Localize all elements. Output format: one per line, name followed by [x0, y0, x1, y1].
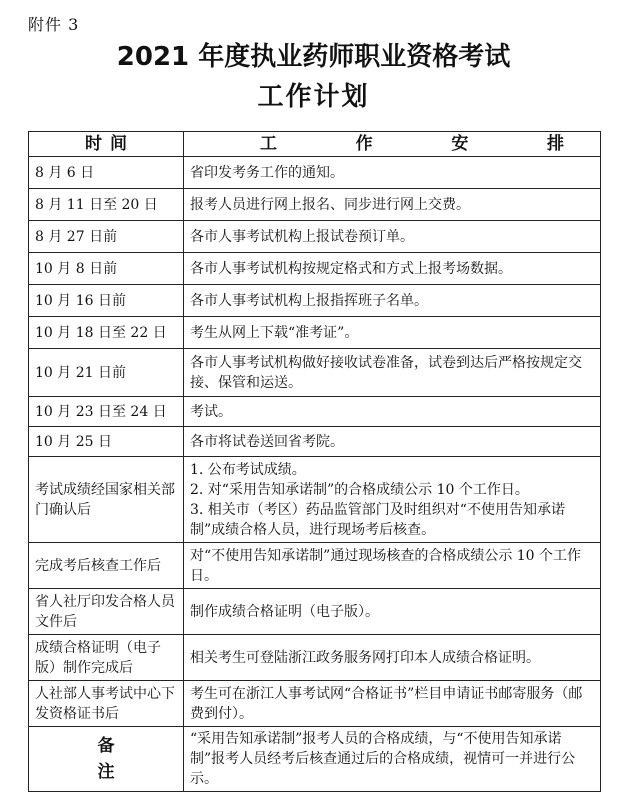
header-work-char: 作 — [355, 134, 373, 154]
note-label-char: 备 — [97, 736, 115, 756]
table-row — [29, 681, 601, 727]
schedule-table — [28, 131, 601, 792]
work-cell — [184, 543, 601, 589]
work-cell — [184, 253, 601, 285]
table-row — [29, 589, 601, 635]
header-work — [184, 132, 601, 157]
work-cell — [184, 681, 601, 727]
table-row — [29, 427, 601, 457]
document-subtitle: 工作计划 — [257, 82, 370, 112]
table-row — [29, 189, 601, 221]
time-cell: 8 月 27 日前 — [29, 221, 184, 253]
work-line: 3. 相关市（考区）药品监管部门及时组织对“不使用告知承诺制”成绩合格人员，进行现场考后核查。 — [190, 501, 565, 538]
work-line: 考试。 — [190, 403, 232, 420]
attachment-label: 附件 3 — [28, 15, 80, 34]
time-cell: 成绩合格证明（电子版）制作完成后 — [29, 635, 184, 681]
header-work-char: 工 — [260, 134, 277, 154]
work-cell — [184, 221, 601, 253]
work-line: 对“不使用告知承诺制”通过现场核查的合格成绩公示 10 个工作日。 — [190, 547, 582, 584]
header-time-char: 时 — [85, 134, 102, 154]
header-time — [29, 132, 184, 157]
time-cell: 10 月 23 日至 24 日 — [29, 397, 184, 427]
work-line: 各市将试卷送回省考院。 — [190, 433, 344, 450]
time-cell: 考试成绩经国家相关部门确认后 — [29, 457, 184, 543]
table-row — [29, 397, 601, 427]
work-cell — [184, 157, 601, 189]
work-line: 考生从网上下载“准考证”。 — [190, 324, 359, 341]
work-cell — [184, 635, 601, 681]
document-title: 2021 年度执业药师职业资格考试 — [116, 42, 511, 72]
work-cell — [184, 589, 601, 635]
time-cell: 10 月 25 日 — [29, 427, 184, 457]
header-time-char: 间 — [110, 134, 127, 154]
time-cell: 8 月 6 日 — [29, 157, 184, 189]
work-cell — [184, 317, 601, 349]
table-row — [29, 543, 601, 589]
work-cell — [184, 285, 601, 317]
time-cell: 完成考后核查工作后 — [29, 543, 184, 589]
table-row — [29, 285, 601, 317]
table-row — [29, 635, 601, 681]
work-line: 1. 公布考试成绩。 — [190, 461, 306, 478]
time-cell: 省人社厅印发合格人员文件后 — [29, 589, 184, 635]
table-row — [29, 457, 601, 543]
work-cell — [184, 427, 601, 457]
work-line: 相关考生可登陆浙江政务服务网打印本人成绩合格证明。 — [190, 649, 540, 666]
work-cell — [184, 189, 601, 221]
work-line: 各市人事考试机构上报试卷预订单。 — [190, 228, 414, 245]
time-cell: 10 月 18 日至 22 日 — [29, 317, 184, 349]
note-row — [29, 727, 601, 792]
work-line: 省印发考务工作的通知。 — [190, 164, 344, 181]
note-label — [29, 727, 184, 792]
work-cell — [184, 457, 601, 543]
note-label-char: 注 — [97, 762, 115, 782]
table-header-row — [29, 132, 601, 157]
table-row — [29, 221, 601, 253]
work-cell — [184, 349, 601, 397]
table-row — [29, 349, 601, 397]
table-row — [29, 317, 601, 349]
work-line: 各市人事考试机构上报指挥班子名单。 — [190, 292, 428, 309]
time-cell: 8 月 11 日至 20 日 — [29, 189, 184, 221]
work-line: 各市人事考试机构做好接收试卷准备，试卷到达后严格按规定交接、保管和运送。 — [190, 354, 582, 391]
work-line: 考生可在浙江人事考试网“合格证书”栏目申请证书邮寄服务（邮费到付）。 — [190, 685, 583, 722]
time-cell: 10 月 21 日前 — [29, 349, 184, 397]
time-cell: 人社部人事考试中心下发资格证书后 — [29, 681, 184, 727]
time-cell: 10 月 8 日前 — [29, 253, 184, 285]
note-text: “采用告知承诺制”报考人员的合格成绩，与“不使用告知承诺制”报考人员经考后核查通过后的合格成绩，视情可一并进行公示。 — [184, 727, 601, 792]
work-line: 报考人员进行网上报名、同步进行网上交费。 — [190, 196, 470, 213]
time-cell: 10 月 16 日前 — [29, 285, 184, 317]
header-work-char: 安 — [451, 134, 469, 154]
work-line: 制作成绩合格证明（电子版）。 — [190, 603, 379, 620]
table-row — [29, 157, 601, 189]
work-line: 2. 对“采用告知承诺制”的合格成绩公示 10 个工作日。 — [190, 481, 529, 498]
work-line: 各市人事考试机构按规定格式和方式上报考场数据。 — [190, 260, 512, 277]
work-cell — [184, 397, 601, 427]
table-row — [29, 253, 601, 285]
header-work-char: 排 — [546, 134, 564, 154]
